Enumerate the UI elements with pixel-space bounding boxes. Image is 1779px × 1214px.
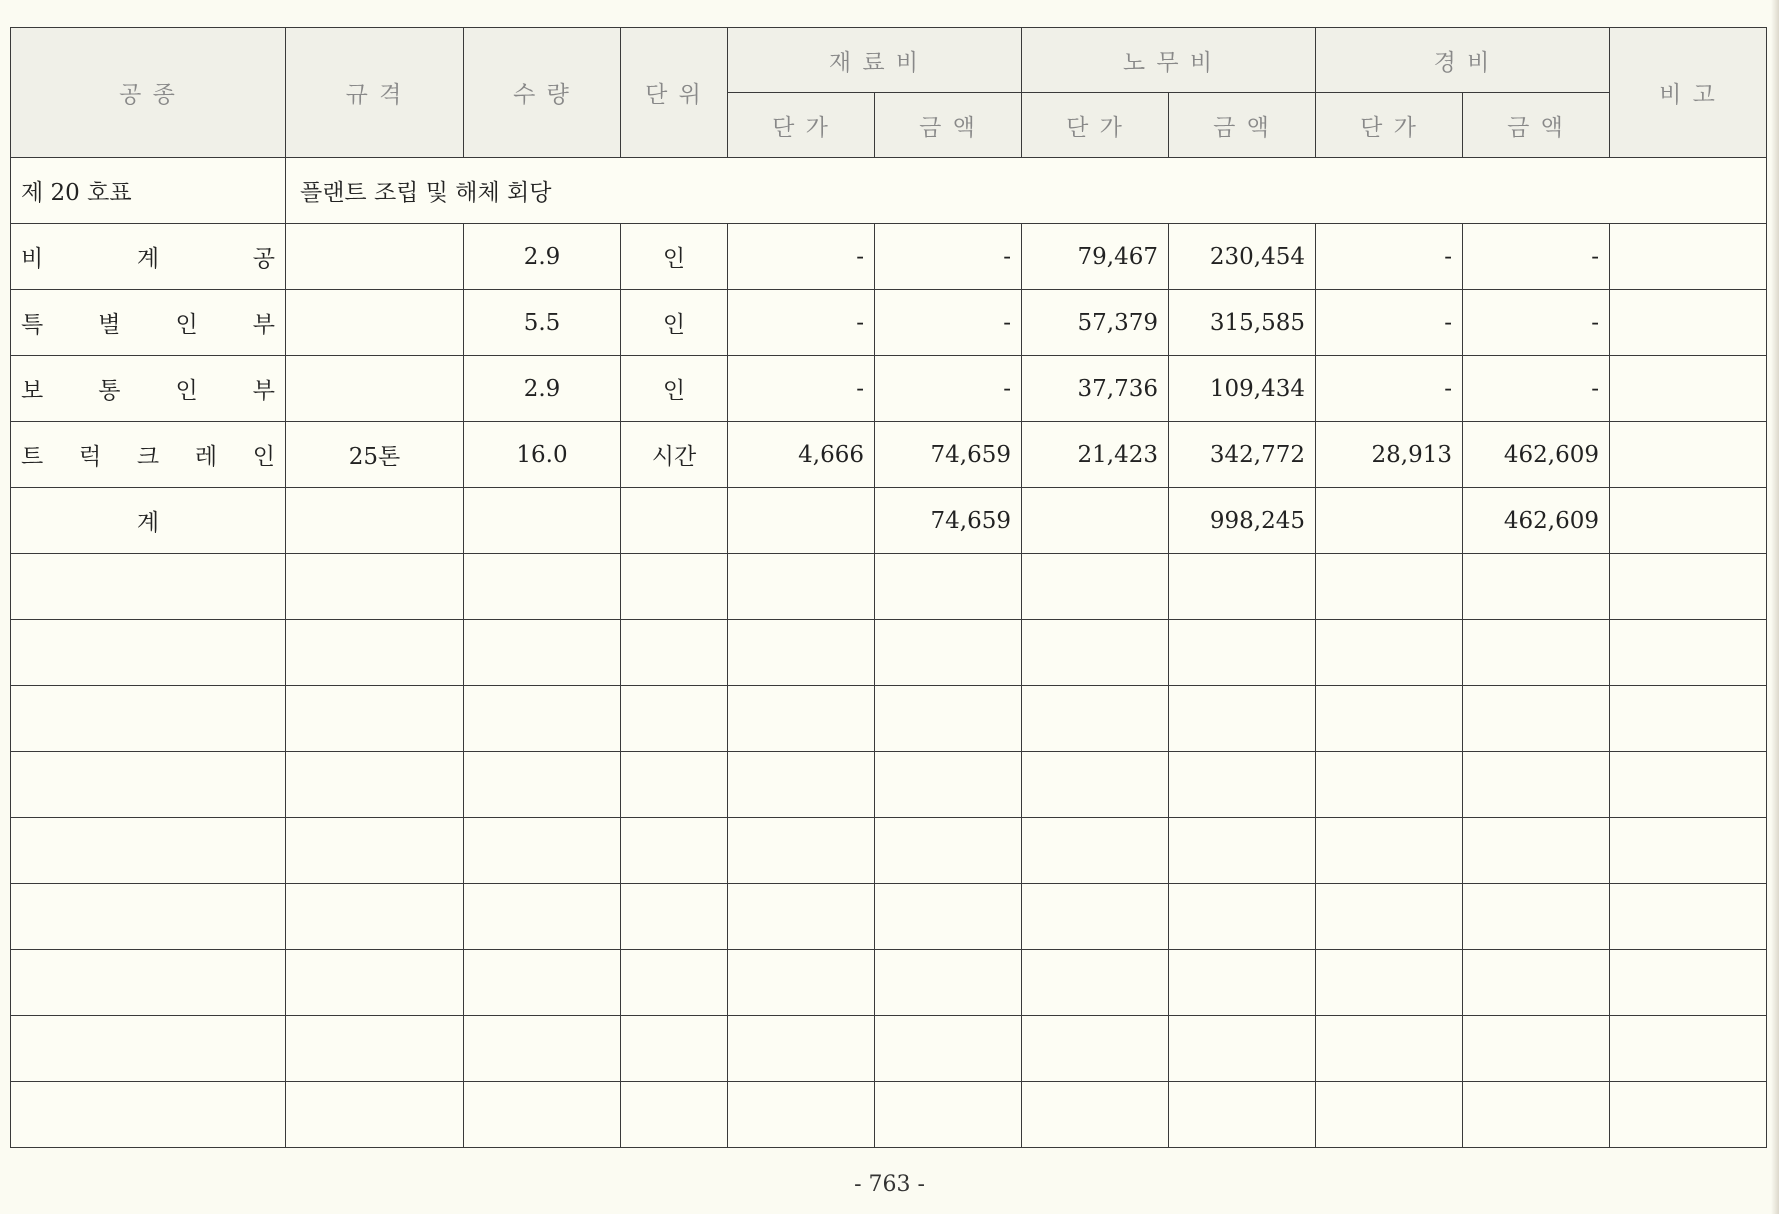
- total-remark-cell: [1610, 488, 1767, 554]
- empty-cell: [464, 1082, 621, 1148]
- header-unit: 단 위: [621, 28, 728, 158]
- header-labor-amount: 금 액: [1169, 93, 1316, 158]
- total-labor-unit-price-cell: [1022, 488, 1169, 554]
- spec-cell: [286, 356, 464, 422]
- empty-cell: [621, 950, 728, 1016]
- total-expense-unit-price-cell: [1316, 488, 1463, 554]
- expense-amount-cell: -: [1463, 356, 1610, 422]
- empty-cell: [464, 1016, 621, 1082]
- empty-row: [11, 620, 1767, 686]
- empty-cell: [621, 884, 728, 950]
- empty-cell: [1316, 752, 1463, 818]
- empty-cell: [464, 884, 621, 950]
- header-material-amount: 금 액: [875, 93, 1022, 158]
- header-row-top: [11, 28, 1767, 93]
- total-material-unit-price-cell: [728, 488, 875, 554]
- empty-cell: [1610, 752, 1767, 818]
- empty-cell: [1316, 620, 1463, 686]
- item-name-char: 인: [175, 312, 198, 338]
- empty-cell: [1022, 884, 1169, 950]
- empty-cell: [1463, 1016, 1610, 1082]
- empty-cell: [1610, 884, 1767, 950]
- empty-cell: [1022, 620, 1169, 686]
- empty-cell: [286, 554, 464, 620]
- empty-cell: [1610, 554, 1767, 620]
- table-description: 플랜트 조립 및 해체 회당: [286, 158, 1767, 224]
- empty-cell: [286, 884, 464, 950]
- empty-cell: [728, 818, 875, 884]
- remark-cell: [1610, 422, 1767, 488]
- item-name-char: 공: [252, 246, 275, 272]
- empty-cell: [875, 818, 1022, 884]
- empty-cell: [464, 554, 621, 620]
- quantity-cell: 5.5: [464, 290, 621, 356]
- empty-cell: [11, 620, 286, 686]
- header-item: 공 종: [11, 28, 286, 158]
- empty-cell: [464, 950, 621, 1016]
- unit-cell: 시간: [621, 422, 728, 488]
- empty-cell: [11, 554, 286, 620]
- empty-cell: [1463, 554, 1610, 620]
- total-labor-amount: 998,245: [1169, 488, 1316, 554]
- material-unit-price-cell: 4,666: [728, 422, 875, 488]
- empty-row: [11, 818, 1767, 884]
- empty-cell: [1463, 752, 1610, 818]
- empty-cell: [1316, 950, 1463, 1016]
- item-name-cell: [11, 224, 286, 290]
- expense-unit-price-cell: -: [1316, 290, 1463, 356]
- item-name-char: 부: [252, 312, 275, 338]
- empty-cell: [286, 686, 464, 752]
- empty-cell: [1169, 620, 1316, 686]
- item-name-cell: [11, 356, 286, 422]
- empty-cell: [621, 554, 728, 620]
- item-name-char: 부: [252, 378, 275, 404]
- total-label: 계: [11, 488, 286, 554]
- remark-cell: [1610, 224, 1767, 290]
- header-labor-cost: 노 무 비: [1022, 28, 1316, 93]
- expense-amount-cell: -: [1463, 290, 1610, 356]
- table-body: [11, 158, 1767, 1148]
- title-row: [11, 158, 1767, 224]
- header-remark: 비 고: [1610, 28, 1767, 158]
- empty-cell: [875, 620, 1022, 686]
- empty-cell: [464, 686, 621, 752]
- total-expense-amount: 462,609: [1463, 488, 1610, 554]
- empty-cell: [1610, 950, 1767, 1016]
- empty-row: [11, 1016, 1767, 1082]
- expense-unit-price-cell: -: [1316, 224, 1463, 290]
- empty-cell: [1463, 884, 1610, 950]
- item-name-char: 인: [252, 444, 275, 470]
- total-unit-cell: [621, 488, 728, 554]
- empty-cell: [1463, 686, 1610, 752]
- empty-cell: [286, 950, 464, 1016]
- item-name-char: 별: [98, 312, 121, 338]
- empty-cell: [11, 950, 286, 1016]
- empty-cell: [1316, 818, 1463, 884]
- empty-cell: [621, 1082, 728, 1148]
- empty-cell: [464, 752, 621, 818]
- empty-cell: [11, 1082, 286, 1148]
- item-name-cell: [11, 422, 286, 488]
- empty-cell: [728, 554, 875, 620]
- empty-cell: [1169, 554, 1316, 620]
- material-unit-price-cell: -: [728, 290, 875, 356]
- spec-cell: 25톤: [286, 422, 464, 488]
- empty-cell: [1169, 752, 1316, 818]
- empty-cell: [621, 1016, 728, 1082]
- labor-unit-price-cell: 79,467: [1022, 224, 1169, 290]
- empty-cell: [1610, 1016, 1767, 1082]
- empty-cell: [286, 752, 464, 818]
- empty-cell: [728, 752, 875, 818]
- header-material-cost: 재 료 비: [728, 28, 1022, 93]
- empty-cell: [728, 686, 875, 752]
- unit-cell: 인: [621, 224, 728, 290]
- empty-cell: [1169, 1016, 1316, 1082]
- material-unit-price-cell: -: [728, 356, 875, 422]
- total-material-amount: 74,659: [875, 488, 1022, 554]
- quantity-cell: 2.9: [464, 356, 621, 422]
- item-name-char: 보: [21, 378, 44, 404]
- item-name-char: 인: [175, 378, 198, 404]
- item-name-char: 통: [98, 378, 121, 404]
- material-amount-cell: 74,659: [875, 422, 1022, 488]
- item-name-char: 비: [21, 246, 44, 272]
- header-expense-unit-price: 단 가: [1316, 93, 1463, 158]
- total-spec-cell: [286, 488, 464, 554]
- total-row: [11, 488, 1767, 554]
- empty-cell: [1316, 1082, 1463, 1148]
- empty-row: [11, 950, 1767, 1016]
- expense-amount-cell: 462,609: [1463, 422, 1610, 488]
- empty-cell: [728, 620, 875, 686]
- empty-cell: [728, 1016, 875, 1082]
- empty-cell: [11, 686, 286, 752]
- item-name-char: 레: [194, 444, 218, 470]
- header-spec: 규 격: [286, 28, 464, 158]
- header-quantity: 수 량: [464, 28, 621, 158]
- header-expense-amount: 금 액: [1463, 93, 1610, 158]
- empty-cell: [1169, 1082, 1316, 1148]
- empty-cell: [875, 950, 1022, 1016]
- labor-unit-price-cell: 21,423: [1022, 422, 1169, 488]
- empty-cell: [1610, 1082, 1767, 1148]
- empty-cell: [286, 620, 464, 686]
- spec-cell: [286, 290, 464, 356]
- material-amount-cell: -: [875, 290, 1022, 356]
- empty-cell: [1316, 686, 1463, 752]
- remark-cell: [1610, 290, 1767, 356]
- empty-cell: [286, 1016, 464, 1082]
- page-number: - 763 -: [854, 1172, 925, 1197]
- expense-unit-price-cell: 28,913: [1316, 422, 1463, 488]
- empty-cell: [1022, 818, 1169, 884]
- quantity-cell: 2.9: [464, 224, 621, 290]
- page-edge-shadow: [1771, 0, 1779, 1214]
- empty-cell: [728, 950, 875, 1016]
- empty-cell: [11, 884, 286, 950]
- material-amount-cell: -: [875, 356, 1022, 422]
- empty-cell: [728, 884, 875, 950]
- empty-row: [11, 752, 1767, 818]
- empty-cell: [875, 752, 1022, 818]
- empty-cell: [1169, 884, 1316, 950]
- remark-cell: [1610, 356, 1767, 422]
- total-quantity-cell: [464, 488, 621, 554]
- empty-cell: [621, 686, 728, 752]
- empty-cell: [11, 818, 286, 884]
- empty-cell: [286, 818, 464, 884]
- empty-cell: [728, 1082, 875, 1148]
- labor-amount-cell: 109,434: [1169, 356, 1316, 422]
- material-amount-cell: -: [875, 224, 1022, 290]
- empty-cell: [621, 818, 728, 884]
- empty-cell: [1463, 818, 1610, 884]
- quantity-cell: 16.0: [464, 422, 621, 488]
- empty-cell: [1316, 884, 1463, 950]
- empty-cell: [1022, 1016, 1169, 1082]
- empty-cell: [464, 620, 621, 686]
- empty-cell: [875, 554, 1022, 620]
- labor-amount-cell: 230,454: [1169, 224, 1316, 290]
- empty-cell: [1022, 950, 1169, 1016]
- expense-unit-price-cell: -: [1316, 356, 1463, 422]
- item-name-char: 트: [21, 444, 44, 470]
- empty-cell: [1316, 554, 1463, 620]
- expense-amount-cell: -: [1463, 224, 1610, 290]
- empty-cell: [11, 752, 286, 818]
- material-unit-price-cell: -: [728, 224, 875, 290]
- table-row: [11, 356, 1767, 422]
- empty-cell: [1316, 1016, 1463, 1082]
- empty-row: [11, 884, 1767, 950]
- empty-cell: [1463, 950, 1610, 1016]
- labor-amount-cell: 315,585: [1169, 290, 1316, 356]
- labor-amount-cell: 342,772: [1169, 422, 1316, 488]
- empty-cell: [875, 884, 1022, 950]
- header-expense: 경 비: [1316, 28, 1610, 93]
- item-name-cell: [11, 290, 286, 356]
- empty-cell: [875, 1016, 1022, 1082]
- empty-row: [11, 554, 1767, 620]
- empty-row: [11, 1082, 1767, 1148]
- empty-cell: [621, 752, 728, 818]
- empty-cell: [1463, 1082, 1610, 1148]
- empty-cell: [286, 1082, 464, 1148]
- item-name-char: 럭: [78, 444, 102, 470]
- labor-unit-price-cell: 57,379: [1022, 290, 1169, 356]
- empty-cell: [1022, 554, 1169, 620]
- empty-cell: [1610, 686, 1767, 752]
- empty-cell: [11, 1016, 286, 1082]
- empty-cell: [1022, 1082, 1169, 1148]
- item-name-char: 특: [21, 312, 44, 338]
- table-row: [11, 290, 1767, 356]
- empty-cell: [1022, 752, 1169, 818]
- item-name-char: 계: [136, 246, 160, 272]
- empty-cell: [1169, 818, 1316, 884]
- empty-cell: [875, 686, 1022, 752]
- empty-cell: [1169, 950, 1316, 1016]
- empty-cell: [1169, 686, 1316, 752]
- header-labor-unit-price: 단 가: [1022, 93, 1169, 158]
- empty-row: [11, 686, 1767, 752]
- table-number: 제 20 호표: [11, 158, 286, 224]
- cost-breakdown-table: [10, 27, 1767, 1148]
- empty-cell: [875, 1082, 1022, 1148]
- labor-unit-price-cell: 37,736: [1022, 356, 1169, 422]
- empty-cell: [1610, 818, 1767, 884]
- empty-cell: [1463, 620, 1610, 686]
- empty-cell: [464, 818, 621, 884]
- empty-cell: [1022, 686, 1169, 752]
- unit-cell: 인: [621, 356, 728, 422]
- header-material-unit-price: 단 가: [728, 93, 875, 158]
- item-name-char: 크: [136, 444, 160, 470]
- table-row: [11, 224, 1767, 290]
- unit-cell: 인: [621, 290, 728, 356]
- empty-cell: [621, 620, 728, 686]
- spec-cell: [286, 224, 464, 290]
- empty-cell: [1610, 620, 1767, 686]
- table-row: [11, 422, 1767, 488]
